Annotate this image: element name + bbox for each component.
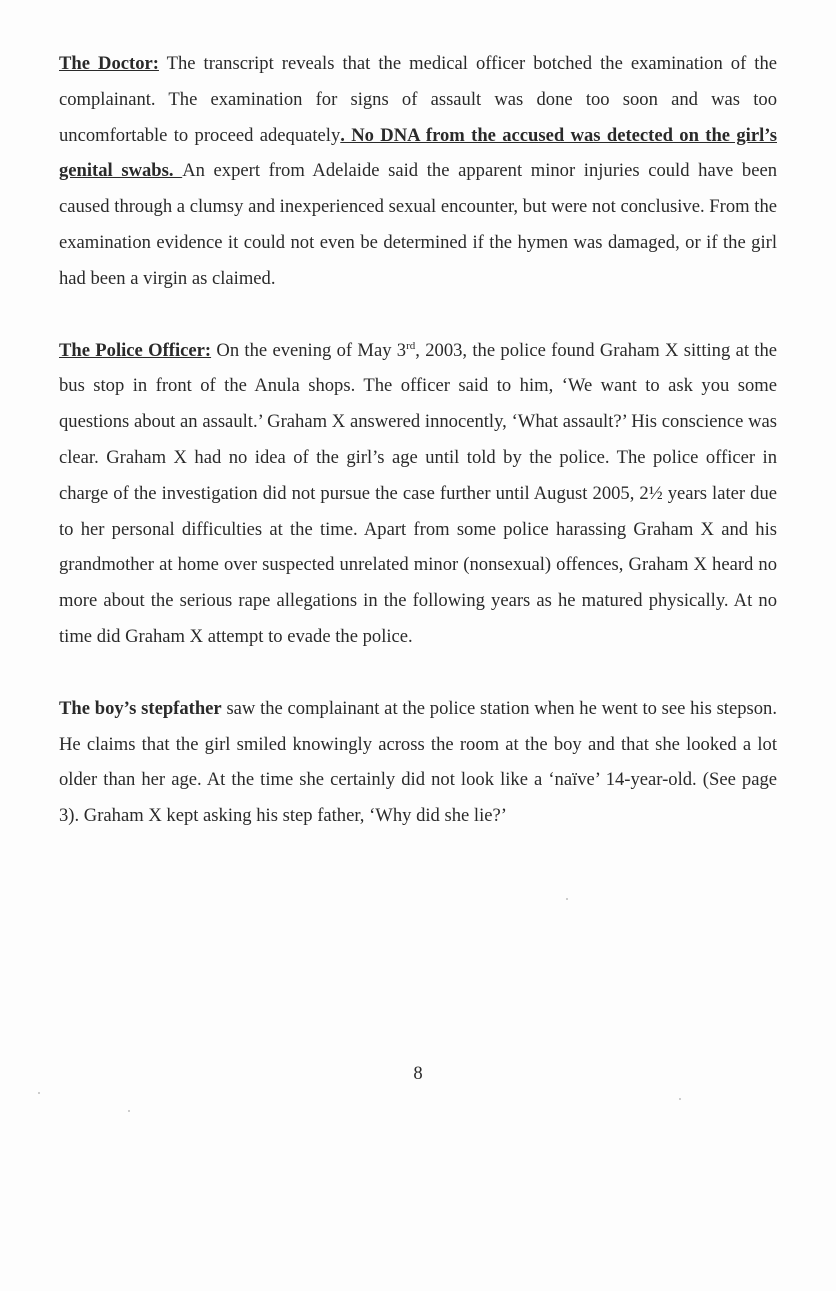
police-text-2: , 2003, the police found Graham X sitting at the bus stop in front of the Anula shops. The officer said to him, ‘We want to ask you some questions about an assault.’ Graham X answered innocently, ‘What assault?’ His conscience was clear. Graham X had no idea of the girl’s age until told by the police. The police officer in charge of the investigation did not pursue the case further until August 2005, 2½ years later due to her personal difficulties at the time. Apart from some police harassing Graham X and his grandmother at home over suspected unrelated minor (nonsexual) offences, Graham X heard no more about the serious rape allegations in the following years as he matured physically. At no time did Graham X attempt to evade the police. xyxy=(59,339,778,647)
doctor-text-2: An expert from Adelaide said the apparent minor injuries could have been caused through a clumsy and inexperienced sexual encounter, but were not conclusive. From the examination evidence it could not even be determined if the hymen was damaged, or if the girl had been a virgin as claimed. xyxy=(59,160,777,289)
police-heading: The Police Officer: xyxy=(59,339,212,361)
paragraph-police-officer xyxy=(59,333,777,655)
page-number: 8 xyxy=(413,1063,423,1084)
stepfather-text-1: saw the complainant at the police station when he went to see his stepson. He claims that the girl smiled knowingly across the room at the boy and that she looked a lot older than her age. At the time she certainly did not look like a ‘naïve’ 14-year-old. (See page 3). Graham X kept asking his step father, ‘Why did she lie?’ xyxy=(59,697,777,827)
scan-speck xyxy=(128,1110,130,1112)
doctor-dna-emphasis: . No DNA from the accused was detected on the girl’s genital swabs. xyxy=(59,124,777,182)
scan-speck xyxy=(38,1092,40,1094)
police-text-1: On the evening of May 3 xyxy=(211,339,407,361)
doctor-text-1: The transcript reveals that the medical officer botched the examination of the complainant. The examination for signs of assault was done too soon and was too uncomfortable to proceed adequately xyxy=(59,53,777,146)
stepfather-heading: The boy’s stepfather xyxy=(59,697,222,719)
scan-speck xyxy=(679,1098,681,1100)
scan-speck xyxy=(566,898,568,900)
paragraph-doctor xyxy=(59,46,777,297)
document-body xyxy=(59,46,777,870)
doctor-heading: The Doctor: xyxy=(59,53,159,74)
police-ordinal-suffix: rd xyxy=(406,339,416,352)
paragraph-stepfather xyxy=(59,691,777,834)
